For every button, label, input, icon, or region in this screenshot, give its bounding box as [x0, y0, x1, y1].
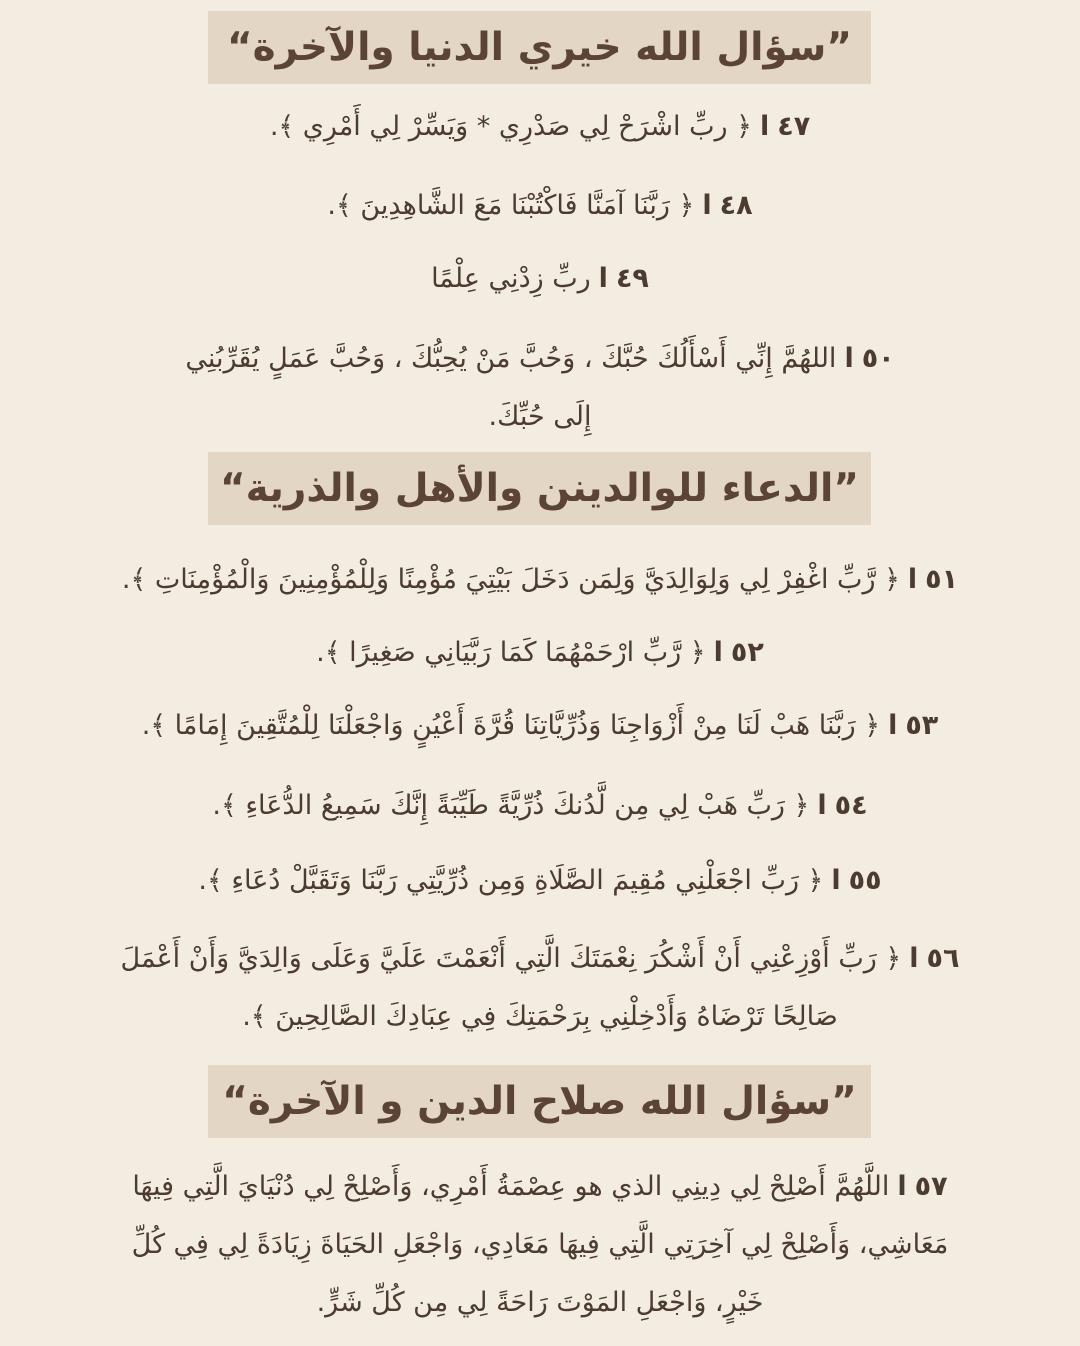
dua-number: ٥٤: [834, 790, 868, 821]
dua-separator: ا: [713, 637, 723, 668]
dua-text: اللهُمَّ إِنِّي أَسْأَلُكَ حُبَّكَ ، وَحُبَّ مَنْ يُحِبُّكَ ، وَحُبَّ عَمَلٍ يُقَرِّبُنِي إِلَى حُبِّكَ.: [185, 343, 837, 432]
section-title-dunya-akhira: ”سؤال الله خيري الدنيا والآخرة“: [208, 11, 871, 84]
dua-item-47: [60, 98, 1020, 156]
dua-number: ٥٢: [730, 637, 764, 668]
dua-item-53: [60, 697, 1020, 755]
dua-item-52: [60, 624, 1020, 682]
section-title-parents-family: ”الدعاء للوالدينن والأهل والذرية“: [208, 452, 871, 525]
dua-number: ٥٥: [848, 865, 882, 896]
dua-text: ﴿ ربِّ اشْرَحْ لِي صَدْرِي * وَيَسِّرْ لِي أَمْرِي ﴾.: [269, 111, 752, 142]
dua-separator: ا: [702, 190, 712, 221]
dua-item-49: [60, 250, 1020, 308]
dua-item-55: [60, 852, 1020, 910]
dua-number: ٤٧: [777, 111, 811, 142]
dua-text: ﴿ رَّبِّ اغْفِرْ لِي وَلِوَالِدَيَّ وَلِمَن دَخَلَ بَيْتِيَ مُؤْمِنًا وَلِلْمُؤْمِنِينَ وَالْمُؤْمِنَاتِ ﴾.: [121, 564, 900, 595]
dua-text: ﴿ رَبِّ اجْعَلْنِي مُقِيمَ الصَّلَاةِ وَمِن ذُرِّيَّتِي رَبَّنَا وَتَقَبَّلْ دُعَاءِ ﴾.: [198, 865, 824, 896]
dua-item-48: [60, 177, 1020, 235]
dua-number: ٥٦: [926, 943, 960, 974]
dua-text: ﴿ رَبِّ هَبْ لِي مِن لَّدُنكَ ذُرِّيَّةً طَيِّبَةً إِنَّكَ سَمِيعُ الدُّعَاءِ ﴾.: [212, 790, 810, 821]
dua-item-51: [60, 551, 1020, 609]
dua-number: ٤٨: [719, 190, 753, 221]
dua-number: ٥٣: [905, 710, 939, 741]
dua-separator: ا: [831, 865, 841, 896]
dua-text: اللَّهُمَّ أَصْلِحْ لِي دِينِي الذي هو عِصْمَةُ أَمْرِي، وَأَصْلِحْ لِي دُنْيَايَ الَّتِي فِيهَا مَعَاشِي، وَأَصْلِحْ لِي آخِرَتِي الَّتِي فِيهَا مَعَادِي، وَاجْعَلِ الحَيَاةَ زِيَادَةً لِي فِي كُلِّ خَيْرٍ، وَاجْعَلِ المَوْتَ رَاحَةً لِي مِن كُلِّ شَرٍّ.: [131, 1171, 949, 1318]
dua-item-56: [120, 930, 960, 1046]
dua-text: ﴿ رَبَّنَا هَبْ لَنَا مِنْ أَزْوَاجِنَا وَذُرِّيَّاتِنَا قُرَّةَ أَعْيُنٍ وَاجْعَلْنَا لِلْمُتَّقِينَ إِمَامًا ﴾.: [141, 710, 881, 741]
dua-number: ٥١: [925, 564, 959, 595]
dua-text: ﴿ رَّبِّ ارْحَمْهُمَا كَمَا رَبَّيَانِي صَغِيرًا ﴾.: [316, 637, 706, 668]
dua-separator: ا: [844, 343, 854, 374]
dua-separator: ا: [888, 710, 898, 741]
dua-item-54: [60, 777, 1020, 835]
dua-separator: ا: [817, 790, 827, 821]
dua-separator: ا: [907, 564, 918, 595]
dua-number: ٥٧: [914, 1171, 948, 1202]
section-title-deen-akhira: ”سؤال الله صلاح الدين و الآخرة“: [208, 1065, 871, 1138]
dua-separator: ا: [598, 263, 608, 294]
dua-text: ربِّ زِدْنِي عِلْمًا: [431, 263, 591, 294]
dua-text: ﴿ رَبَّنَا آمَنَّا فَاكْتُبْنَا مَعَ الشَّاهِدِينَ ﴾.: [327, 190, 695, 221]
dua-item-50: [180, 330, 900, 446]
dua-separator: ا: [909, 943, 919, 974]
dua-separator: ا: [759, 111, 770, 142]
dua-number: ٤٩: [615, 263, 649, 294]
dua-number: ٥٠: [861, 343, 895, 374]
dua-separator: ا: [897, 1171, 907, 1202]
dua-item-57: [120, 1158, 960, 1332]
dua-text: ﴿ رَبِّ أَوْزِعْنِي أَنْ أَشْكُرَ نِعْمَتَكَ الَّتِي أَنْعَمْتَ عَلَيَّ وَعَلَى وَالِدَيَّ وَأَنْ أَعْمَلَ صَالِحًا تَرْضَاهُ وَأَدْخِلْنِي بِرَحْمَتِكَ فِي عِبَادِكَ الصَّالِحِينَ ﴾.: [120, 943, 902, 1032]
